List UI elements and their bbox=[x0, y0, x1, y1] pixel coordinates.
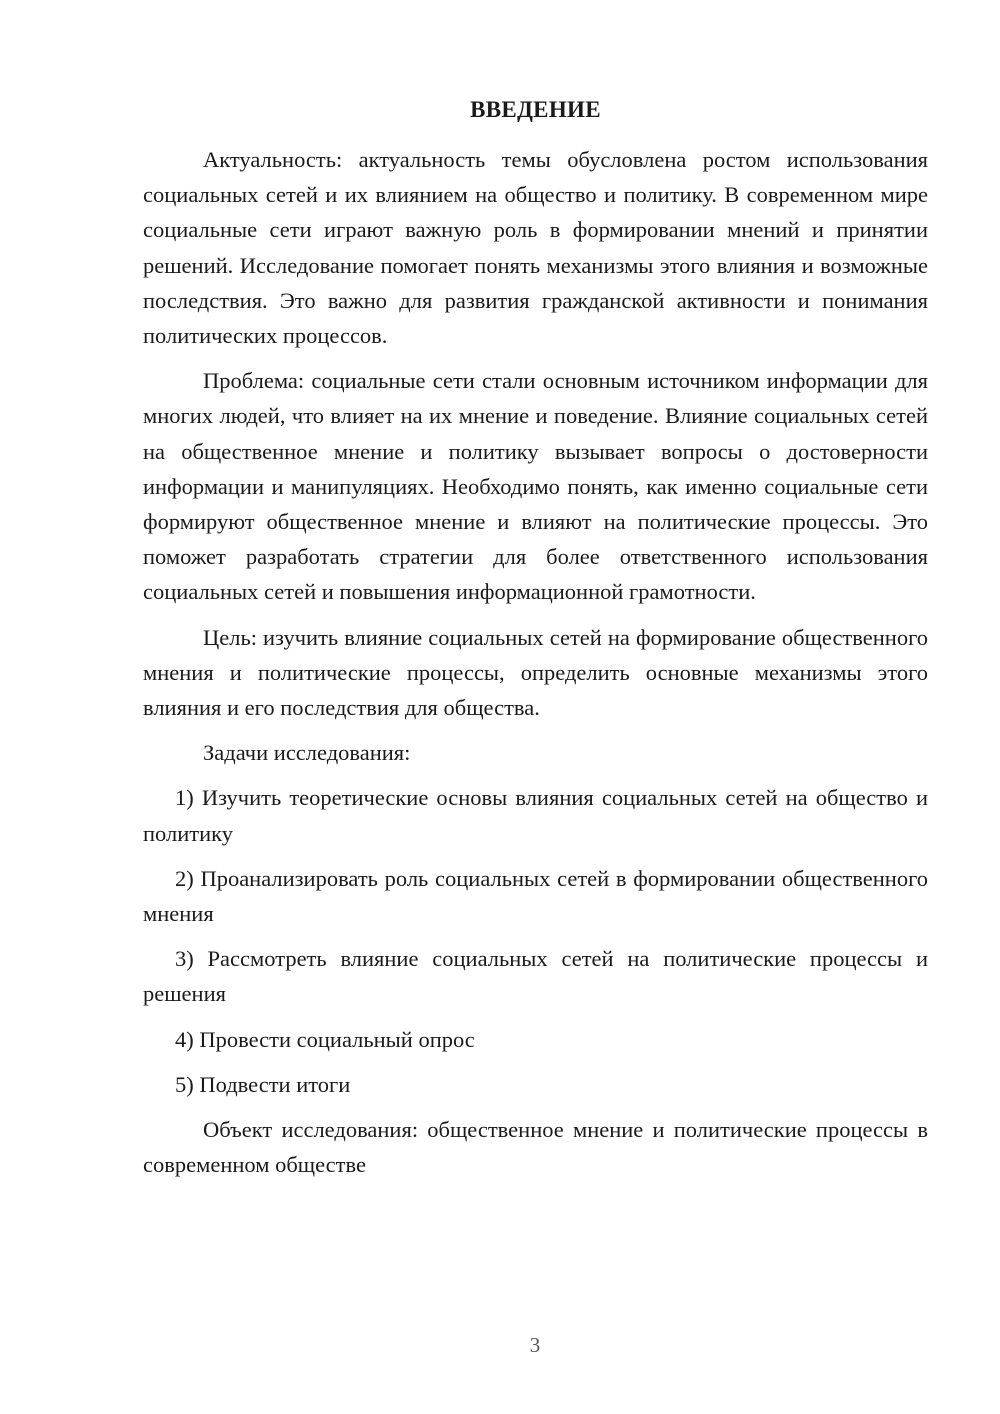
task-item: 1) Изучить теоретические основы влияния социальных сетей на общество и политику bbox=[143, 785, 928, 846]
task-item: 5) Подвести итоги bbox=[175, 1071, 351, 1097]
tasks-heading: Задачи исследования: bbox=[203, 740, 411, 766]
section-title: ВВЕДЕНИЕ bbox=[470, 97, 601, 122]
problem-paragraph: Проблема: социальные сети стали основным источником информации для многих людей, что влияет на их мнение и поведение. Влияние социальных сетей на общественное мнение и политику вызывает вопросы о достоверности информации и манипуляциях. Необходимо понять, как именно социальные сети формируют общественное мнение и влияют на политические процессы. Это поможет разработать стратегии для более ответственного использования социальных сетей и повышения информационной грамотности. bbox=[143, 368, 928, 605]
page-number: 3 bbox=[529, 1333, 541, 1357]
goal-paragraph: Цель: изучить влияние социальных сетей на формирование общественного мнения и политические процессы, определить основные механизмы этого влияния и его последствия для общества. bbox=[143, 624, 928, 721]
task-item: 4) Провести социальный опрос bbox=[175, 1026, 475, 1052]
object-paragraph: Объект исследования: общественное мнение и политические процессы в современном обществе bbox=[143, 1117, 928, 1178]
document-page bbox=[143, 92, 928, 1192]
relevance-paragraph: Актуальность: актуальность темы обусловлена ростом использования социальных сетей и их влиянием на общество и политику. В современном мире социальные сети играют важную роль в формировании мнений и принятии решений. Исследование помогает понять механизмы этого влияния и возможные последствия. Это важно для развития гражданской активности и понимания политических процессов. bbox=[143, 147, 928, 349]
task-item: 2) Проанализировать роль социальных сетей в формировании общественного мнения bbox=[143, 865, 928, 927]
task-item: 3) Рассмотреть влияние социальных сетей на политические процессы и решения bbox=[143, 946, 928, 1007]
